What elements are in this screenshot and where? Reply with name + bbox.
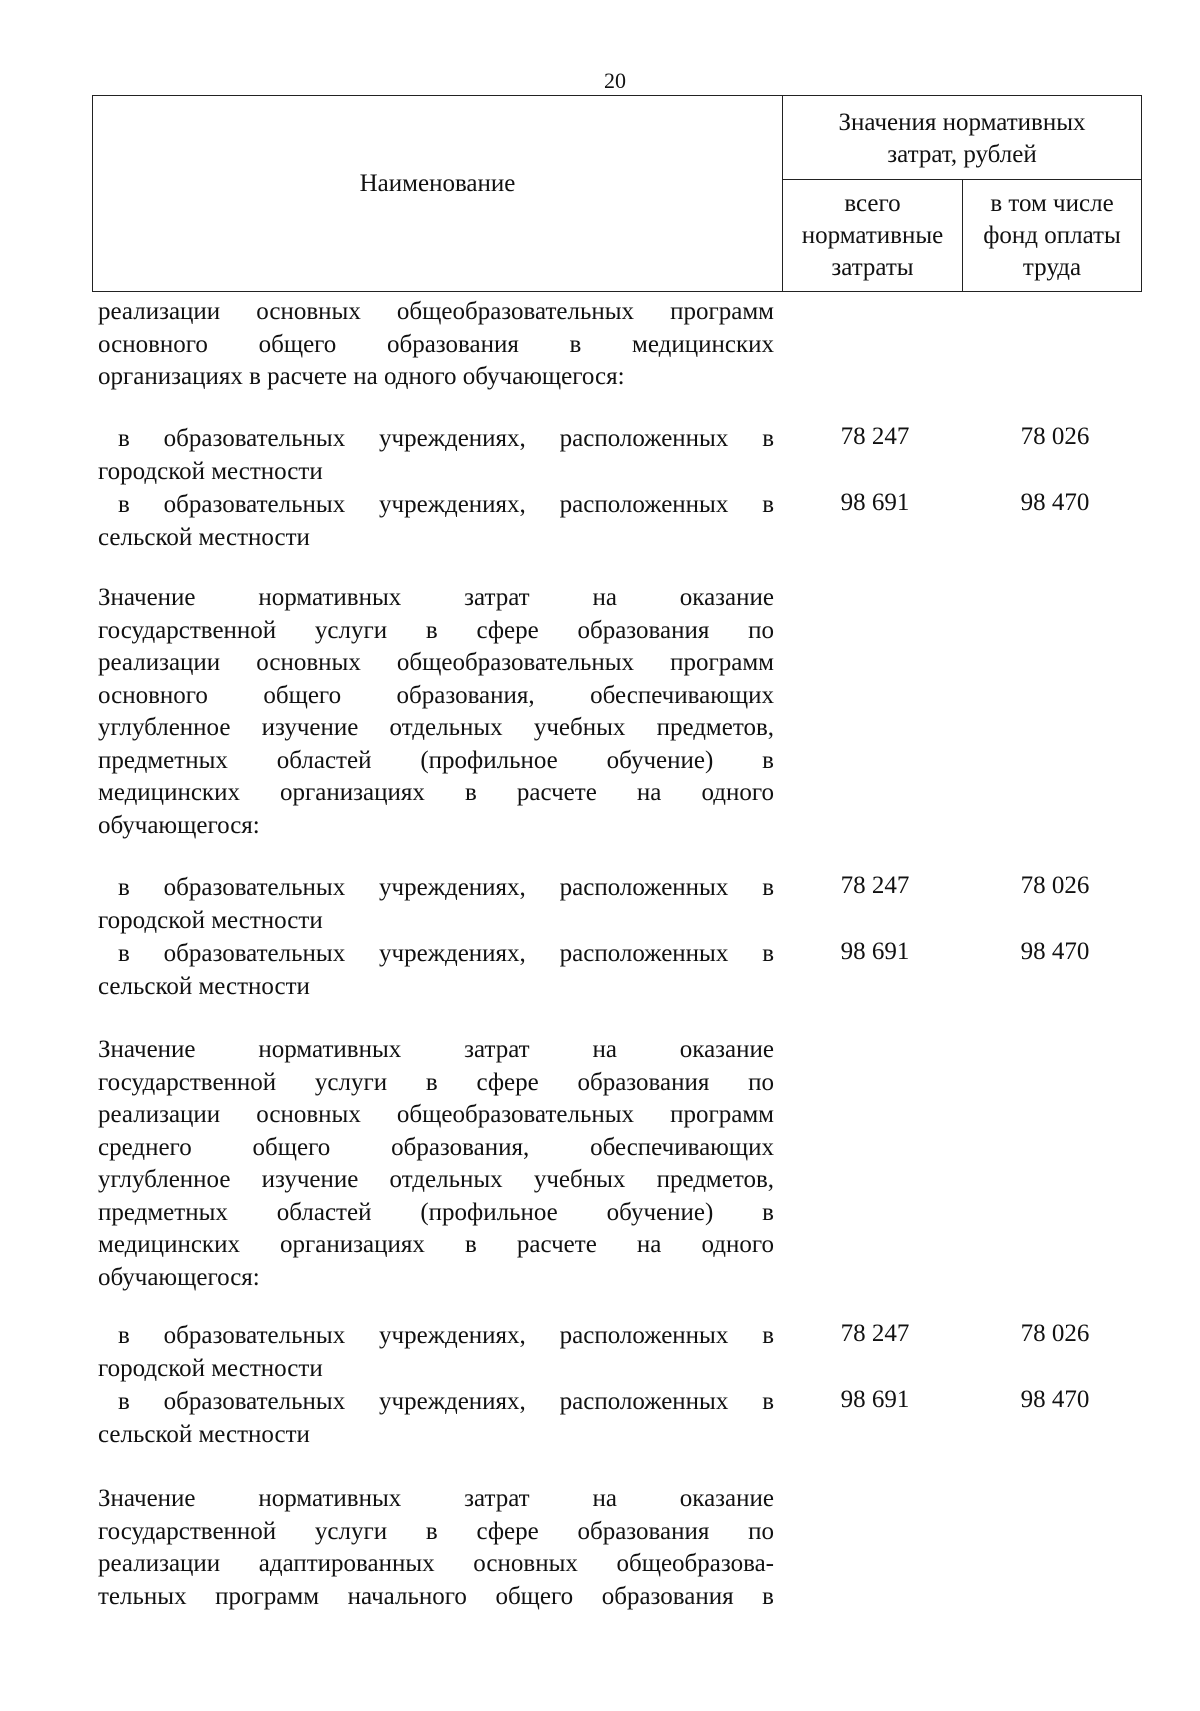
table-row-label — [98, 938, 774, 1003]
text-line: в образовательных учреждениях, расположенных в — [118, 1322, 774, 1349]
text-line: государственной услуги в сфере образования по — [98, 1068, 774, 1096]
section-description — [98, 1483, 774, 1613]
value-wages: 78 026 — [1020, 872, 1090, 899]
table-row-label — [98, 872, 774, 937]
table-row-label — [98, 1386, 774, 1451]
text-line: тельных программ начального общего образования в — [98, 1582, 774, 1610]
text-line: государственной услуги в сфере образования по — [98, 1517, 774, 1545]
text-line: углубленное изучение отдельных учебных предметов, — [98, 1166, 774, 1193]
text-line: реализации адаптированных основных общеобразова- — [98, 1550, 774, 1577]
table-row-label — [98, 1320, 774, 1385]
text-line: городской местности — [98, 457, 323, 485]
value-wages: 78 026 — [1020, 1320, 1090, 1347]
value-total: 78 247 — [840, 872, 910, 899]
table-header — [92, 95, 1142, 292]
text-line: реализации основных общеобразовательных программ — [98, 649, 774, 676]
text-line: городской местности — [98, 1354, 323, 1382]
section-description — [98, 296, 774, 394]
text-line: в образовательных учреждениях, расположенных в — [118, 491, 774, 518]
text-line: реализации основных общеобразовательных программ — [98, 298, 774, 325]
text-line: сельской местности — [98, 972, 310, 1000]
column-header-total-line1: всего — [844, 190, 901, 217]
value-wages: 98 470 — [1020, 938, 1090, 965]
column-header-wages-line3: труда — [1022, 254, 1082, 281]
text-line: городской местности — [98, 906, 323, 934]
text-line: государственной услуги в сфере образования по — [98, 616, 774, 644]
value-total: 98 691 — [840, 1386, 910, 1413]
section-description — [98, 582, 774, 842]
text-line: обучающегося: — [98, 1263, 260, 1291]
column-header-wages — [963, 180, 1141, 291]
text-line: в образовательных учреждениях, расположенных в — [118, 425, 774, 452]
column-header-wages-line2: фонд оплаты — [983, 222, 1121, 249]
text-line: Значение нормативных затрат на оказание — [98, 1036, 774, 1063]
section-description — [98, 1034, 774, 1294]
text-line: Значение нормативных затрат на оказание — [98, 1485, 774, 1512]
text-line: сельской местности — [98, 523, 310, 551]
column-header-total-line3: затраты — [831, 254, 914, 281]
page-number: 20 — [604, 68, 626, 93]
text-line: в образовательных учреждениях, расположенных в — [118, 874, 774, 901]
text-line: в образовательных учреждениях, расположенных в — [118, 1388, 774, 1415]
text-line: в образовательных учреждениях, расположенных в — [118, 940, 774, 967]
value-total: 98 691 — [840, 489, 910, 516]
column-header-wages-line1: в том числе — [990, 190, 1114, 217]
text-line: Значение нормативных затрат на оказание — [98, 584, 774, 611]
text-line: медицинских организациях в расчете на одного — [98, 779, 774, 806]
text-line: предметных областей (профильное обучение) в — [98, 1198, 774, 1226]
value-total: 78 247 — [840, 423, 910, 450]
column-header-total-line2: нормативные — [801, 222, 944, 249]
text-line: медицинских организациях в расчете на одного — [98, 1231, 774, 1258]
column-header-values-line1: Значения нормативных — [838, 109, 1086, 136]
text-line: основного общего образования, обеспечивающих — [98, 681, 774, 709]
value-total: 98 691 — [840, 938, 910, 965]
text-line: среднего общего образования, обеспечивающих — [98, 1133, 774, 1161]
text-line: основного общего образования в медицинских — [98, 330, 774, 358]
text-line: реализации основных общеобразовательных программ — [98, 1101, 774, 1128]
text-line: обучающегося: — [98, 811, 260, 839]
text-line: сельской местности — [98, 1420, 310, 1448]
value-wages: 98 470 — [1020, 489, 1090, 516]
table-row-label — [98, 489, 774, 554]
value-wages: 78 026 — [1020, 423, 1090, 450]
value-wages: 98 470 — [1020, 1386, 1090, 1413]
text-line: предметных областей (профильное обучение) в — [98, 746, 774, 774]
column-header-total — [783, 180, 963, 291]
value-total: 78 247 — [840, 1320, 910, 1347]
column-header-values — [783, 96, 1141, 180]
table-row-label — [98, 423, 774, 488]
column-header-name: Наименование — [93, 96, 783, 291]
text-line: углубленное изучение отдельных учебных предметов, — [98, 714, 774, 741]
text-line: организациях в расчете на одного обучающегося: — [98, 363, 625, 390]
column-header-values-line2: затрат, рублей — [887, 141, 1037, 168]
